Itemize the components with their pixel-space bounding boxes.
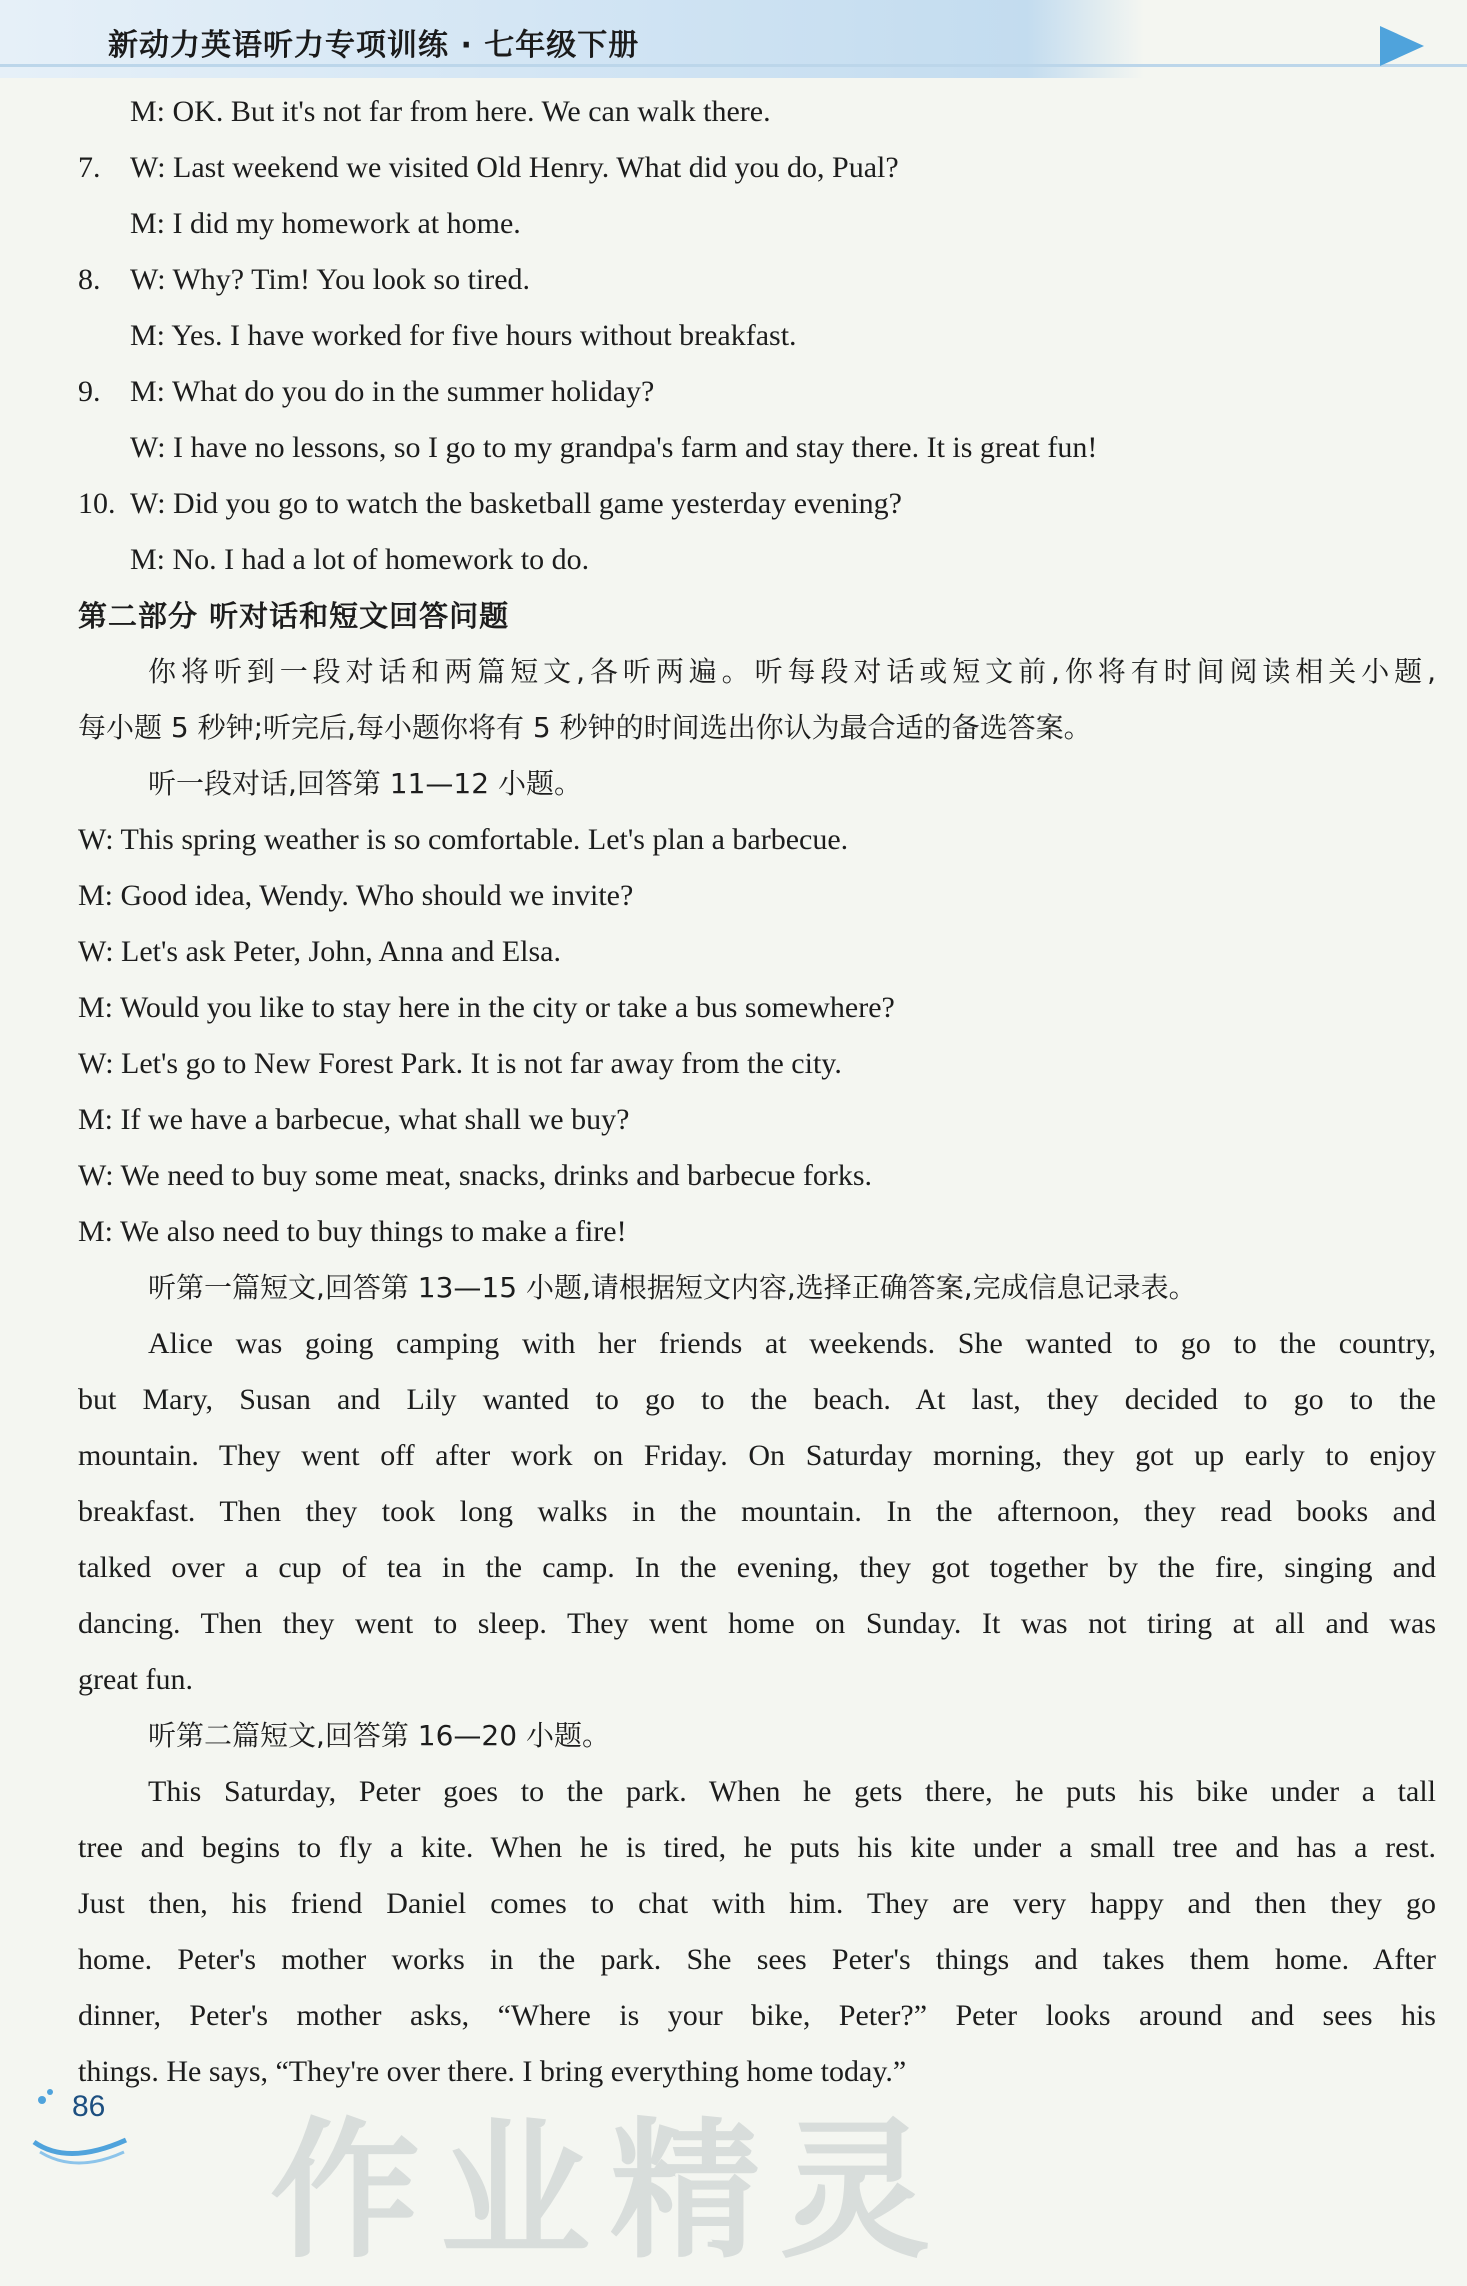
- watermark: 作业精灵: [270, 2105, 951, 2279]
- dialogue-line: M: I did my homework at home.: [130, 207, 521, 240]
- dialogue-line: M: No. I had a lot of homework to do.: [130, 543, 590, 576]
- passage1-line: great fun.: [78, 1663, 193, 1696]
- passage1-line: breakfast. Then they took long walks in the mountain. In the afternoon, they read books and: [78, 1495, 1436, 1528]
- section-title: 第二部分 听对话和短文回答问题: [78, 599, 510, 633]
- dialogue-line: 9. M: What do you do in the summer holiday?: [78, 364, 1436, 420]
- dialogue-line: W: This spring weather is so comfortable. Let's plan a barbecue.: [78, 823, 849, 856]
- question-number: 10.: [78, 487, 116, 520]
- dialogue-line: W: Let's go to New Forest Park. It is not far away from the city.: [78, 1047, 842, 1080]
- passage2-line: tree and begins to fly a kite. When he is tired, he puts his kite under a small tree and has a rest.: [78, 1831, 1436, 1864]
- dialogue-line: W: We need to buy some meat, snacks, drinks and barbecue forks.: [78, 1159, 873, 1192]
- instructions: 你将听到一段对话和两篇短文,各听两遍。听每段对话或短文前,你将有时间阅读相关小题,: [148, 655, 1436, 688]
- dialogue-line: M: Would you like to stay here in the city or take a bus somewhere?: [78, 991, 895, 1024]
- passage2-line: home. Peter's mother works in the park. She sees Peter's things and takes them home. After: [78, 1943, 1436, 1976]
- passage1-line: Alice was going camping with her friends at weekends. She wanted to go to the country,: [148, 1327, 1436, 1360]
- passage2-line: things. He says, “They're over there. I bring everything home today.”: [78, 2055, 907, 2088]
- header-arrow-icon: [1380, 26, 1424, 66]
- dialogue-line: 7. W: Last weekend we visited Old Henry. What did you do, Pual?: [78, 140, 1436, 196]
- dialogue-line: M: OK. But it's not far from here. We can walk there.: [130, 95, 771, 128]
- passage2-line: dinner, Peter's mother asks, “Where is your bike, Peter?” Peter looks around and sees his: [78, 1999, 1436, 2032]
- passage2-line: This Saturday, Peter goes to the park. When he gets there, he puts his bike under a tall: [148, 1775, 1436, 1808]
- page-content: [78, 84, 1436, 2100]
- dialogue-line: M: We also need to buy things to make a fire!: [78, 1215, 627, 1248]
- dialogue-line: 10. W: Did you go to watch the basketball game yesterday evening?: [78, 476, 1436, 532]
- question-number: 7.: [78, 151, 101, 184]
- dialogue-line: M: If we have a barbecue, what shall we buy?: [78, 1103, 630, 1136]
- page-number: 86: [72, 2090, 106, 2123]
- instructions-cont: 每小题 5 秒钟;听完后,每小题你将有 5 秒钟的时间选出你认为最合适的备选答案。: [78, 711, 1092, 744]
- passage1-line: but Mary, Susan and Lily wanted to go to the beach. At last, they decided to go to the: [78, 1383, 1436, 1416]
- question-number: 9.: [78, 375, 101, 408]
- dialogue-line: W: Let's ask Peter, John, Anna and Elsa.: [78, 935, 561, 968]
- passage1-line: mountain. They went off after work on Friday. On Saturday morning, they got up early to enjoy: [78, 1439, 1436, 1472]
- passage1-line: dancing. Then they went to sleep. They went home on Sunday. It was not tiring at all and was: [78, 1607, 1436, 1640]
- question-number: 8.: [78, 263, 101, 296]
- passage2-intro: 听第二篇短文,回答第 16—20 小题。: [148, 1719, 610, 1752]
- passage2-line: Just then, his friend Daniel comes to chat with him. They are very happy and then they go: [78, 1887, 1436, 1920]
- passage1-line: talked over a cup of tea in the camp. In the evening, they got together by the fire, singing and: [78, 1551, 1436, 1584]
- page-number-badge: [28, 2080, 138, 2180]
- passage1-intro: 听第一篇短文,回答第 13—15 小题,请根据短文内容,选择正确答案,完成信息记录表。: [148, 1271, 1197, 1304]
- dialogue-line: M: Yes. I have worked for five hours without breakfast.: [130, 319, 797, 352]
- dialogue-line: M: Good idea, Wendy. Who should we invite?: [78, 879, 634, 912]
- dialogue-intro: 听一段对话,回答第 11—12 小题。: [148, 767, 582, 800]
- book-title: 新动力英语听力专项训练 · 七年级下册: [108, 28, 640, 63]
- dialogue-line: W: I have no lessons, so I go to my grandpa's farm and stay there. It is great fun!: [130, 431, 1098, 464]
- dialogue-line: 8. W: Why? Tim! You look so tired.: [78, 252, 1436, 308]
